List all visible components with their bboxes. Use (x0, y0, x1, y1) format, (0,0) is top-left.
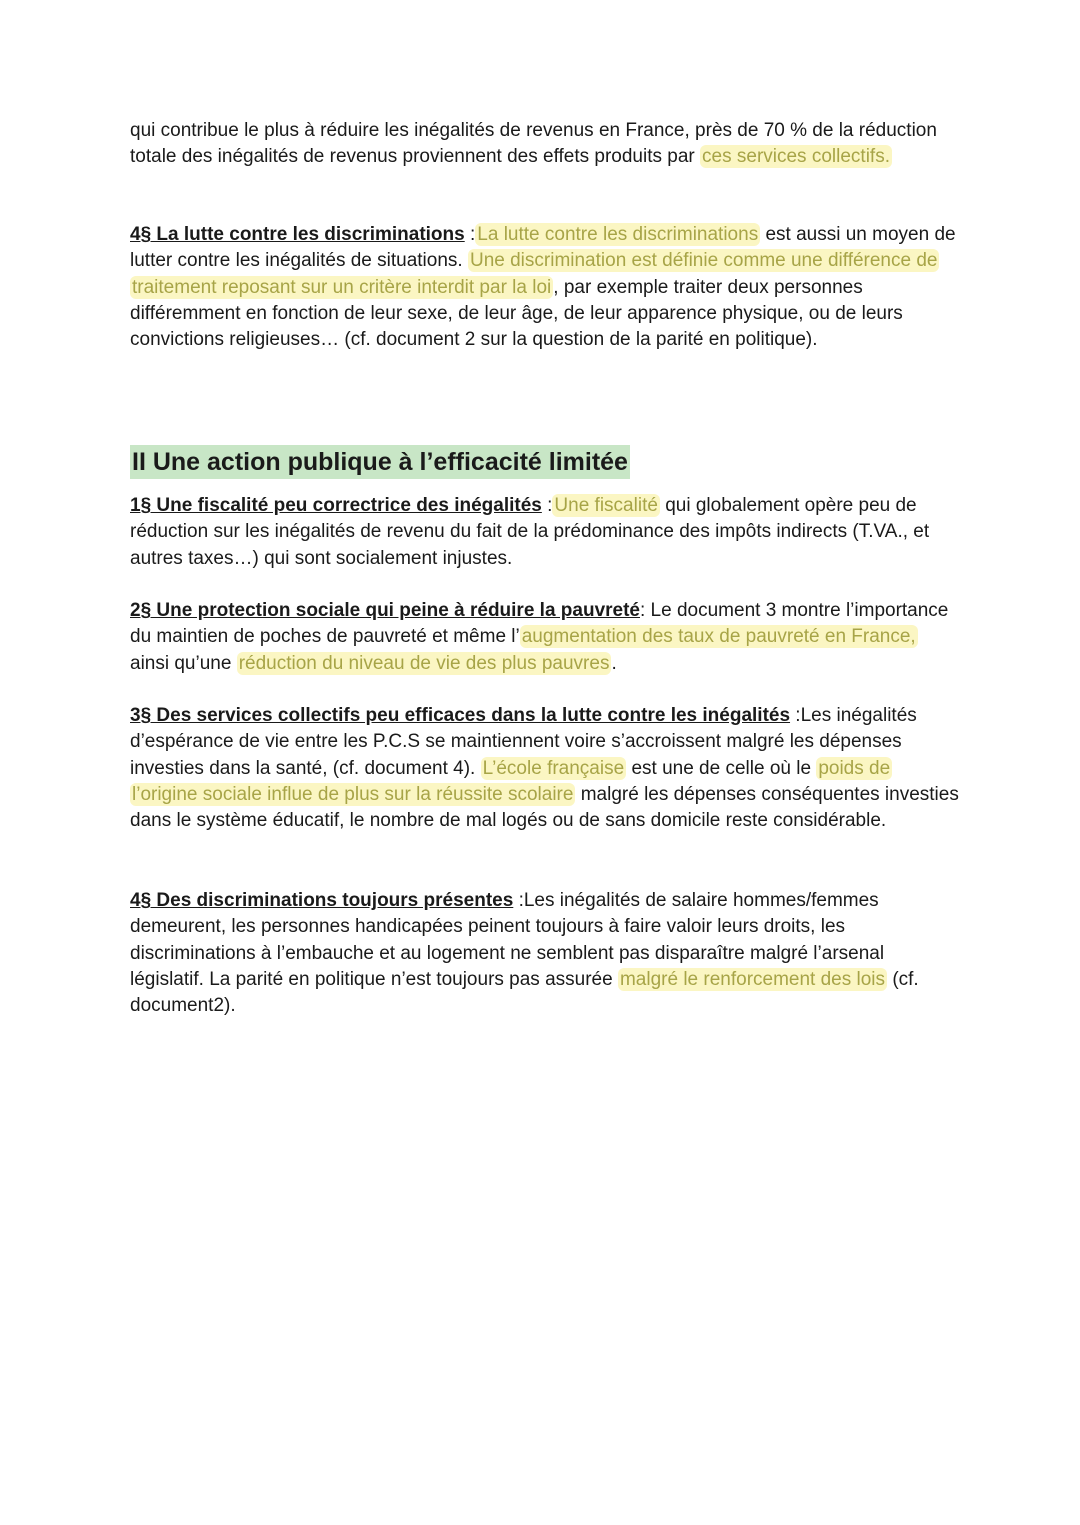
highlight: Une discrimination est définie comme une différence de traitement reposant sur un critère interdit par la loi (132, 250, 938, 298)
intro-paragraph (130, 118, 960, 171)
highlight: Une fiscalité (554, 495, 658, 516)
paragraph-text: est une de celle où le (626, 757, 817, 779)
highlight: réduction du niveau de vie des plus pauvres (238, 652, 610, 674)
section-heading: II Une action publique à l’efficacité limitée (130, 445, 630, 479)
paragraph-text: (cf. document2). (130, 968, 919, 1017)
intro-text: qui contribue le plus à réduire les inégalités de revenus en France, près de 70 % de la réduction totale des inégalités de revenus proviennent des effets produits par (130, 120, 937, 168)
highlight: poids de l’origine sociale influe de plus sur la réussite scolaire (132, 757, 891, 805)
highlight: augmentation des taux de pauvreté en France, (521, 626, 916, 648)
paragraph-heading: 4§ Des discriminations toujours présentes (130, 890, 514, 911)
separator: : (541, 495, 553, 516)
highlight: malgré le renforcement des lois (619, 968, 886, 990)
highlight: La lutte contre les discriminations (477, 224, 759, 245)
paragraph-heading: 4§ La lutte contre les discriminations (130, 224, 465, 245)
paragraph-heading: 1§ Une fiscalité peu correctrice des inégalités (130, 495, 542, 516)
paragraph-text: : Le document 3 montre l’importance du maintien de poches de pauvreté et même l’ (130, 600, 949, 648)
highlight: L’école française (482, 757, 625, 779)
paragraph-social-protection (130, 598, 960, 677)
paragraph-heading: 3§ Des services collectifs peu efficaces dans la lutte contre les inégalités (130, 705, 791, 726)
paragraph-text: ainsi qu’une (130, 652, 237, 674)
paragraph-text: :Les inégalités de salaire hommes/femmes demeurent, les personnes handicapées peinent toujours à faire valoir leurs droits, les discriminations à l’embauche et au logement ne semblent pas disparaître malgré l’arsenal législatif. La parité en politique n’est toujours pas assurée (130, 890, 885, 990)
highlight: ces services collectifs. (702, 146, 890, 168)
paragraph-text: qui globalement opère peu de réduction sur les inégalités de revenu du fait de la prédominance des impôts indirects (T.VA., et autres taxes…) qui sont socialement injustes. (130, 495, 930, 569)
paragraph-heading: 2§ Une protection sociale qui peine à réduire la pauvreté (130, 600, 640, 621)
paragraph-text: malgré les dépenses conséquentes investies dans le système éducatif, le nombre de mal logés ou de sans domicile reste considérable. (130, 783, 959, 832)
paragraph-persistent-discrimination (130, 888, 960, 1019)
paragraph-collective-services (130, 703, 960, 834)
paragraph-text: :Les inégalités d’espérance de vie entre les P.C.S se maintiennent voire s’accroissent malgré les dépenses investies dans la santé, (cf. document 4). (130, 705, 917, 779)
paragraph-taxation (130, 493, 960, 572)
paragraph-discrimination-fight (130, 222, 960, 353)
paragraph-text: . (611, 652, 617, 674)
paragraph-text: est aussi un moyen de lutter contre les inégalités de situations. (130, 224, 956, 272)
separator: : (464, 224, 476, 245)
paragraph-text: , par exemple traiter deux personnes différemment en fonction de leur sexe, de leur âge, de leur apparence physique, ou de leurs convictions religieuses… (cf. document 2 sur la question de la parité en politique). (130, 276, 903, 351)
